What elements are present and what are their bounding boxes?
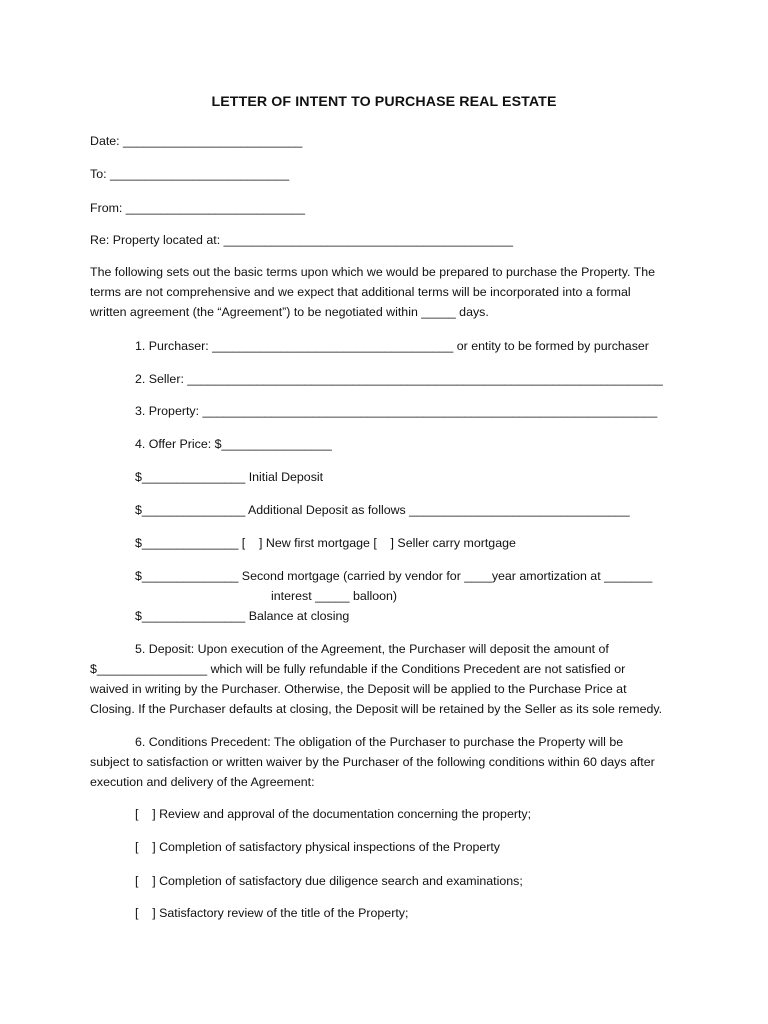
- second-mortgage-line: $______________ Second mortgage (carried by vendor for ____year amortization at _______: [135, 569, 653, 583]
- purchaser-term: 1. Purchaser: ___________________________________ or entity to be formed by purchaser: [135, 339, 649, 353]
- deposit-paragraph-line: 5. Deposit: Upon execution of the Agreement, the Purchaser will deposit the amount of: [135, 642, 609, 656]
- intro-line: written agreement (the “Agreement”) to be negotiated within _____ days.: [90, 305, 489, 319]
- conditions-paragraph-line: subject to satisfaction or written waiver by the Purchaser of the following conditions within 60 days after: [90, 755, 655, 769]
- second-mortgage-cont-line: interest _____ balloon): [271, 589, 398, 603]
- conditions-paragraph-line: 6. Conditions Precedent: The obligation of the Purchaser to purchase the Property will be: [135, 735, 624, 749]
- balance-line: $_______________ Balance at closing: [135, 609, 350, 623]
- first-mortgage-line: $______________ [ ] New first mortgage [ ] Seller carry mortgage: [135, 536, 516, 550]
- intro-line: terms are not comprehensive and we expect that additional terms will be incorporated into a formal: [90, 285, 631, 299]
- checklist-item: [ ] Completion of satisfactory physical inspections of the Property: [135, 840, 501, 854]
- to-field: To: __________________________: [90, 167, 290, 181]
- checklist-item: [ ] Completion of satisfactory due diligence search and examinations;: [135, 874, 523, 888]
- deposit-paragraph-line: $________________ which will be fully refundable if the Conditions Precedent are not satisfied or: [90, 662, 626, 676]
- deposit-paragraph-line: Closing. If the Purchaser defaults at closing, the Deposit will be retained by the Seller as its sole remedy.: [90, 702, 663, 716]
- initial-deposit-line: $_______________ Initial Deposit: [135, 470, 324, 484]
- from-field: From: __________________________: [90, 201, 305, 215]
- checklist-item: [ ] Review and approval of the documentation concerning the property;: [135, 807, 532, 821]
- re-field: Re: Property located at: __________________________________________: [90, 233, 514, 247]
- offer-price-term: 4. Offer Price: $________________: [135, 437, 332, 451]
- intro-line: The following sets out the basic terms upon which we would be prepared to purchase the Property. The: [90, 265, 656, 279]
- page-title: LETTER OF INTENT TO PURCHASE REAL ESTATE: [211, 94, 557, 110]
- date-field: Date: __________________________: [90, 134, 303, 148]
- deposit-paragraph-line: waived in writing by the Purchaser. Otherwise, the Deposit will be applied to the Purchase Price at: [90, 682, 627, 696]
- property-term: 3. Property: __________________________________________________________________: [135, 404, 658, 418]
- additional-deposit-line: $_______________ Additional Deposit as follows ________________________________: [135, 503, 630, 517]
- seller-term: 2. Seller: _____________________________________________________________________: [135, 372, 663, 386]
- conditions-paragraph-line: execution and delivery of the Agreement:: [90, 775, 315, 789]
- checklist-item: [ ] Satisfactory review of the title of the Property;: [135, 906, 409, 920]
